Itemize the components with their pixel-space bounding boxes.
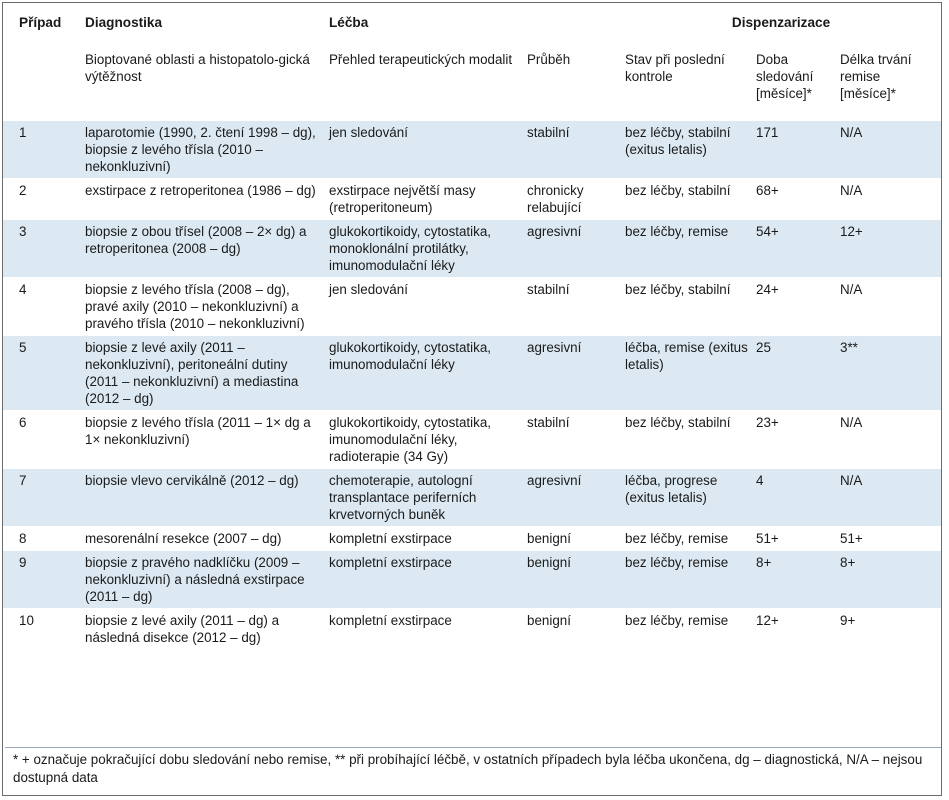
cell-stav: léčba, progrese (exitus letalis) <box>621 469 752 527</box>
cell-delka: N/A <box>836 469 941 527</box>
cell-prubeh: agresivní <box>523 469 621 527</box>
cell-delka: N/A <box>840 415 863 430</box>
cell-doba: 54+ <box>752 220 836 278</box>
cell-prubeh: agresivní <box>523 220 621 278</box>
table-row <box>3 179 941 220</box>
cell-lecba: exstirpace největší masy (retroperitoneum) <box>329 183 476 215</box>
cell-delka: 9+ <box>840 613 856 628</box>
cell-prubeh: stabilní <box>527 282 570 297</box>
header-pripad: Případ <box>19 15 62 30</box>
cell-prubeh: benigní <box>527 531 571 546</box>
footnote: * + označuje pokračující dobu sledování nebo remise, ** při probíhající léčbě, v ostatních případech byla léčba ukončena, dg – diagnostická, N/A – nejsou dostupná data <box>13 752 923 785</box>
cell-lecba: jen sledování <box>329 282 408 297</box>
table-row <box>3 220 941 278</box>
cell-pripad: 6 <box>19 415 27 430</box>
header-lecba: Léčba <box>329 15 369 30</box>
cell-stav: bez léčby, stabilní <box>625 415 731 430</box>
header-sub-empty <box>3 34 81 121</box>
table-body <box>3 121 941 650</box>
cell-stav: léčba, remise (exitus letalis) <box>621 336 752 411</box>
cell-doba: 23+ <box>756 415 779 430</box>
table-frame <box>2 2 942 796</box>
cell-stav: bez léčby, remise <box>621 551 752 609</box>
cell-pripad: 3 <box>3 220 81 278</box>
header-diagnostika: Diagnostika <box>85 15 163 30</box>
header-prehled: Přehled terapeutických modalit <box>329 52 513 67</box>
cell-doba: 8+ <box>752 551 836 609</box>
cell-pripad: 1 <box>3 121 81 179</box>
cell-diagnostika: laparotomie (1990, 2. čtení 1998 – dg), biopsie z levého třísla (2010 – nekonkluzivní) <box>81 121 325 179</box>
table-row <box>3 411 941 469</box>
header-dispenzarizace: Dispenzarizace <box>731 15 831 30</box>
cell-diagnostika: mesorenální resekce (2007 – dg) <box>85 531 282 546</box>
cell-delka: N/A <box>840 282 863 297</box>
cell-stav: bez léčby, remise <box>625 531 729 546</box>
cell-lecba: glukokortikoidy, cytostatika, imunomodulační léky <box>325 336 523 411</box>
cell-pripad: 7 <box>3 469 81 527</box>
cell-prubeh: chronicky relabující <box>527 183 584 215</box>
table-row <box>3 469 941 527</box>
cell-delka: 8+ <box>836 551 941 609</box>
cell-diagnostika: biopsie z levé axily (2011 – nekonkluzivní), peritoneální dutiny (2011 – nekonkluzivní) a mediastina (2012 – dg) <box>81 336 325 411</box>
cell-doba: 25 <box>752 336 836 411</box>
cell-pripad: 2 <box>19 183 27 198</box>
cell-pripad: 8 <box>19 531 27 546</box>
cell-lecba: kompletní exstirpace <box>329 531 452 546</box>
cell-doba: 12+ <box>756 613 779 628</box>
cell-delka: 12+ <box>836 220 941 278</box>
header-stav: Stav při poslední kontrole <box>625 52 725 84</box>
header-delka: Délka trvání remise [měsíce]* <box>840 52 912 101</box>
cell-diagnostika: biopsie z levé axily (2011 – dg) a následná disekce (2012 – dg) <box>85 613 280 645</box>
cell-diagnostika: biopsie z levého třísla (2008 – dg), pravé axily (2010 – nekonkluzivní) a pravého třísla (2010 – nekonkluzivní) <box>85 282 305 331</box>
header-prubeh: Průběh <box>527 52 571 67</box>
cell-prubeh: agresivní <box>523 336 621 411</box>
cell-diagnostika: biopsie z levého třísla (2011 – 1× dg a 1× nekonkluzivní) <box>85 415 311 447</box>
cell-pripad: 9 <box>3 551 81 609</box>
cell-pripad: 5 <box>3 336 81 411</box>
footnote-divider <box>5 747 941 748</box>
cell-stav: bez léčby, stabilní (exitus letalis) <box>621 121 752 179</box>
cell-pripad: 10 <box>19 613 34 628</box>
cell-stav: bez léčby, stabilní <box>625 183 731 198</box>
cell-doba: 171 <box>752 121 836 179</box>
cases-table <box>3 3 941 649</box>
cell-doba: 68+ <box>756 183 779 198</box>
header-row-top <box>3 3 941 34</box>
cell-prubeh: stabilní <box>527 415 570 430</box>
cell-lecba: glukokortikoidy, cytostatika, monoklonální protilátky, imunomodulační léky <box>325 220 523 278</box>
cell-lecba: kompletní exstirpace <box>325 551 523 609</box>
cell-diagnostika: biopsie vlevo cervikálně (2012 – dg) <box>81 469 325 527</box>
cell-pripad: 4 <box>19 282 27 297</box>
cell-lecba: glukokortikoidy, cytostatika, imunomodulační léky, radioterapie (34 Gy) <box>329 415 491 464</box>
cell-prubeh: benigní <box>523 551 621 609</box>
table-row <box>3 121 941 179</box>
table-row <box>3 336 941 411</box>
cell-diagnostika: exstirpace z retroperitonea (1986 – dg) <box>85 183 316 198</box>
header-doba: Doba sledování [měsíce]* <box>756 52 814 101</box>
table-row <box>3 278 941 336</box>
cell-doba: 24+ <box>756 282 779 297</box>
cell-delka: 51+ <box>840 531 863 546</box>
cell-lecba: jen sledování <box>325 121 523 179</box>
table-row <box>3 609 941 650</box>
cell-delka: 3** <box>836 336 941 411</box>
cell-delka: N/A <box>840 183 863 198</box>
header-row-sub <box>3 34 941 121</box>
cell-lecba: chemoterapie, autologní transplantace periferních krvetvorných buněk <box>325 469 523 527</box>
table-row <box>3 527 941 551</box>
cell-delka: N/A <box>836 121 941 179</box>
cell-stav: bez léčby, stabilní <box>625 282 731 297</box>
cell-diagnostika: biopsie z obou třísel (2008 – 2× dg) a retroperitonea (2008 – dg) <box>81 220 325 278</box>
header-bioptovane: Bioptované oblasti a histopatolo-gická výtěžnost <box>85 52 310 84</box>
cell-diagnostika: biopsie z pravého nadklíčku (2009 – nekonkluzivní) a následná exstirpace (2011 – dg) <box>81 551 325 609</box>
cell-prubeh: benigní <box>527 613 571 628</box>
cell-prubeh: stabilní <box>523 121 621 179</box>
cell-stav: bez léčby, remise <box>621 220 752 278</box>
cell-doba: 51+ <box>756 531 779 546</box>
table-row <box>3 551 941 609</box>
cell-doba: 4 <box>752 469 836 527</box>
cell-stav: bez léčby, remise <box>625 613 729 628</box>
cell-lecba: kompletní exstirpace <box>329 613 452 628</box>
